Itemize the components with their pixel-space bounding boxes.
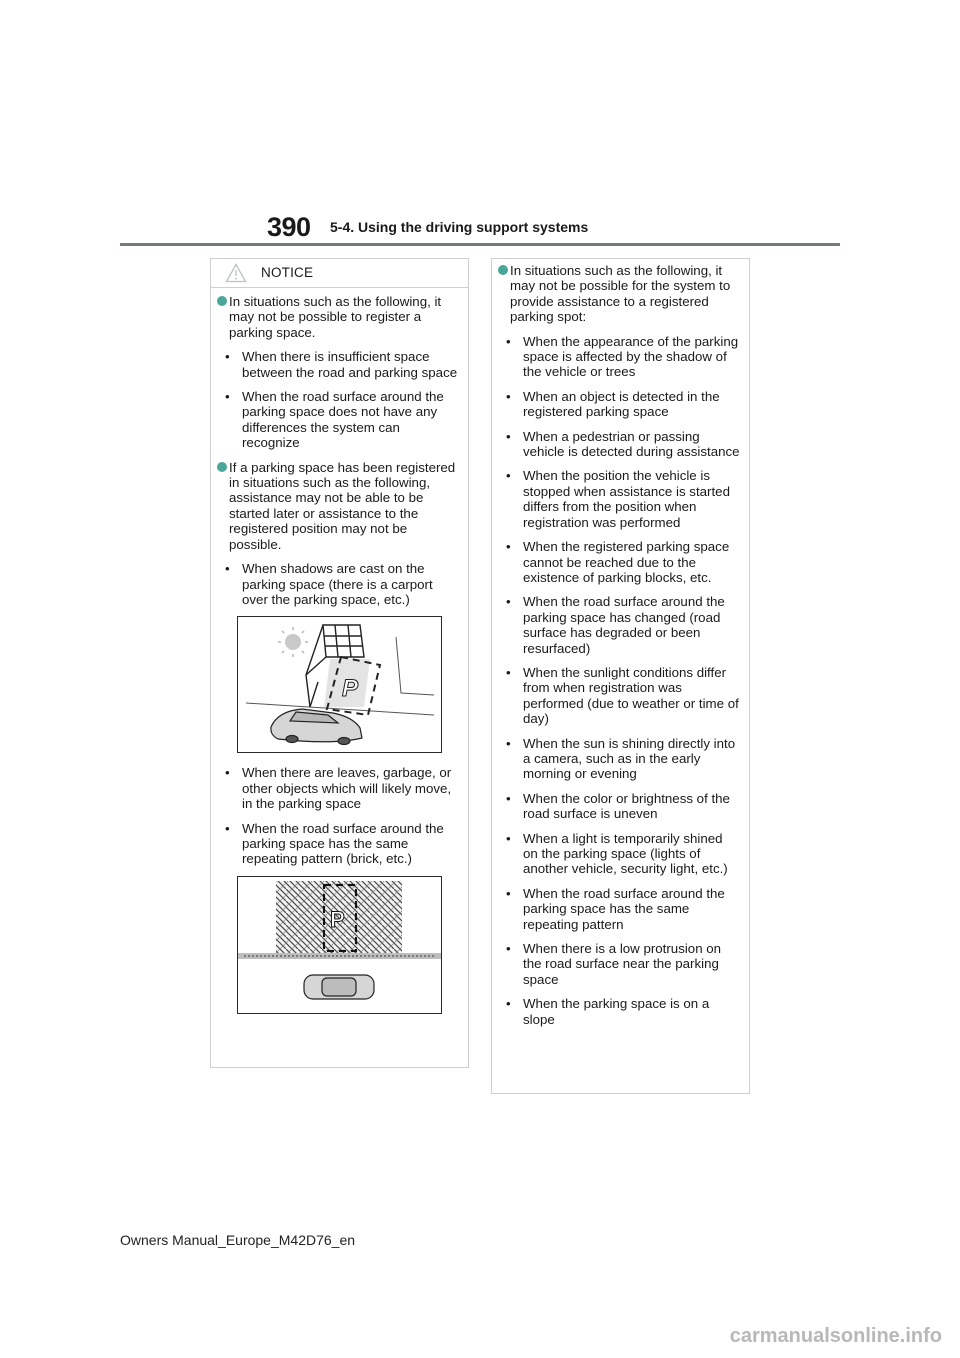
list-item-text: When a light is temporarily shined on the parking space (lights of another vehicle, security light, etc.)	[523, 830, 728, 877]
list-item-text: When the appearance of the parking space is affected by the shadow of the vehicle or trees	[523, 333, 739, 380]
sub-bullet-icon: •	[506, 735, 511, 751]
list-item	[223, 389, 460, 451]
illustration-brick-pattern	[237, 876, 442, 1014]
sub-bullet-icon: •	[506, 333, 511, 349]
notice-divider	[211, 287, 468, 288]
sub-bullet-icon: •	[506, 664, 511, 680]
list-item	[223, 561, 460, 607]
page-number: 390	[267, 212, 311, 242]
header-rule	[120, 243, 840, 246]
sub-bullet-icon: •	[225, 389, 230, 405]
sub-bullet-icon: •	[225, 765, 230, 781]
sub-bullet-icon: •	[506, 830, 511, 846]
notice-header	[211, 259, 468, 287]
notice-label: NOTICE	[261, 265, 314, 280]
footer-manual-id: Owners Manual_Europe_M42D76_en	[120, 1232, 356, 1248]
list-item	[217, 294, 460, 340]
bullet-dot-icon	[217, 462, 227, 472]
sub-bullet-icon: •	[506, 996, 511, 1012]
notice-content-right	[498, 263, 741, 1036]
list-item-text: When there is a low protrusion on the road surface near the parking space	[523, 941, 722, 987]
list-item-text: When a pedestrian or passing vehicle is detected during assistance	[523, 428, 740, 460]
bullet-dot-icon	[498, 265, 508, 275]
car-icon	[271, 709, 362, 745]
list-item	[504, 941, 741, 987]
notice-content-left	[217, 294, 460, 1026]
sub-bullet-icon: •	[506, 539, 511, 555]
list-item	[504, 996, 741, 1027]
list-item	[504, 334, 741, 380]
parking-sign: P	[342, 675, 359, 703]
list-item-text: When there is insufficient space between the road and parking space	[242, 349, 458, 380]
list-item	[217, 460, 460, 552]
sub-bullet-icon: •	[225, 349, 230, 365]
list-item-text: In situations such as the following, it may not be possible for the system to provide assistance to a registered parking spot:	[510, 263, 731, 325]
list-item	[223, 349, 460, 380]
section-title: 5-4. Using the driving support systems	[330, 219, 589, 235]
list-item-text: When the road surface around the parking space has changed (road surface has degraded or been resurfaced)	[523, 594, 725, 656]
illustration-carport-shadow	[237, 616, 442, 753]
bullet-dot-icon	[217, 296, 227, 306]
list-item	[498, 263, 741, 325]
list-item	[504, 594, 741, 656]
sun-icon	[278, 627, 308, 657]
car-icon	[304, 975, 374, 999]
list-item-text: If a parking space has been registered in situations such as the following, assistance may not be able to be started later or assistance to the registered position may not be possible.	[229, 459, 456, 552]
list-item-text: When the color or brightness of the road surface is uneven	[523, 790, 730, 822]
list-item	[223, 765, 460, 811]
sub-bullet-icon: •	[506, 790, 511, 806]
list-item	[504, 389, 741, 420]
sub-bullet-icon: •	[225, 561, 230, 577]
list-item	[504, 736, 741, 782]
list-item	[504, 665, 741, 727]
list-item-text: In situations such as the following, it may not be possible to register a parking space.	[229, 294, 442, 340]
list-item-text: When the sunlight conditions differ from when registration was performed (due to weather or time of day)	[523, 664, 739, 727]
sub-bullet-icon: •	[506, 885, 511, 901]
list-item-text: When the position the vehicle is stopped when assistance is started differs from the position when registration was performed	[523, 468, 730, 530]
sub-bullet-icon: •	[225, 820, 230, 836]
sub-bullet-icon: •	[506, 428, 511, 444]
list-item-text: When the registered parking space cannot be reached due to the existence of parking blocks, etc.	[523, 539, 730, 585]
footer-watermark: carmanualsonline.info	[729, 1325, 942, 1347]
list-item-text: When the road surface around the parking space does not have any differences the system can recognize	[242, 389, 444, 451]
sub-bullet-icon: •	[506, 941, 511, 957]
list-item-text: When the parking space is on a slope	[523, 996, 710, 1027]
notice-box-right	[491, 258, 750, 1094]
list-item	[504, 831, 741, 877]
parking-sign: P	[330, 906, 345, 932]
sub-bullet-icon: •	[506, 388, 511, 404]
warning-triangle-icon	[225, 263, 247, 283]
list-item-text: When an object is detected in the registered parking space	[523, 388, 720, 420]
list-item-text: When the road surface around the parking space has the same repeating pattern	[523, 885, 725, 932]
list-item	[504, 468, 741, 530]
sub-bullet-icon: •	[506, 468, 511, 484]
list-item	[504, 886, 741, 932]
list-item	[504, 429, 741, 460]
list-item	[223, 821, 460, 867]
list-item	[504, 791, 741, 822]
list-item-text: When the road surface around the parking space has the same repeating pattern (brick, etc.)	[242, 820, 444, 867]
sub-bullet-icon: •	[506, 594, 511, 610]
list-item-text: When there are leaves, garbage, or other objects which will likely move, in the parking space	[242, 765, 452, 812]
notice-box-left	[210, 258, 469, 1068]
list-item-text: When the sun is shining directly into a camera, such as in the early morning or evening	[523, 735, 736, 782]
list-item	[504, 539, 741, 585]
list-item-text: When shadows are cast on the parking space (there is a carport over the parking space, etc.)	[242, 561, 433, 607]
